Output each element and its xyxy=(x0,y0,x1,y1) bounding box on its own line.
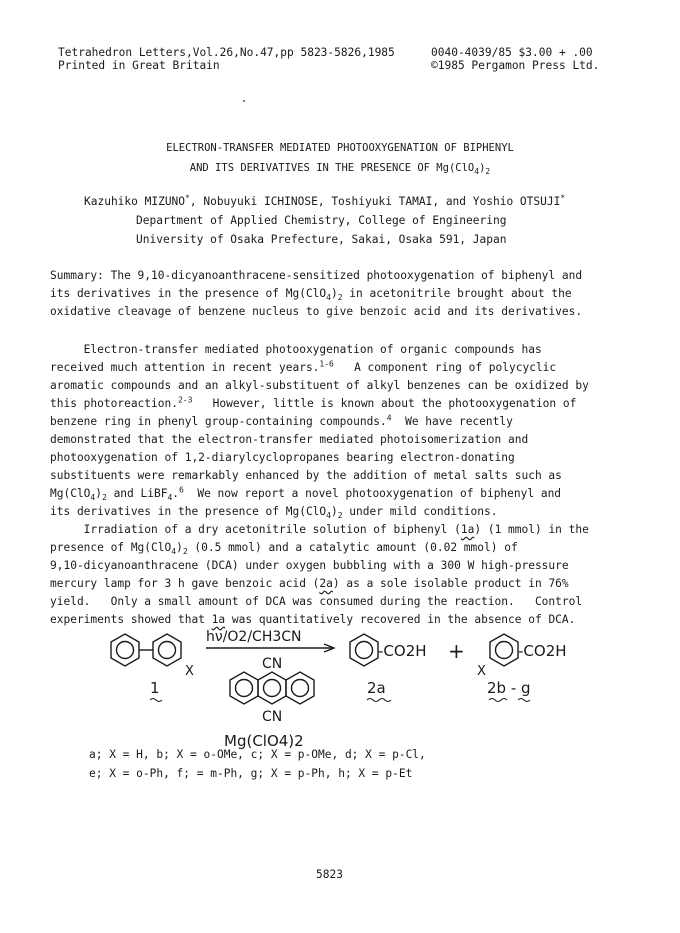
affiliation-line-2: University of Osaka Prefecture, Sakai, Osaka 591, Japan xyxy=(136,233,507,246)
body-line: mercury lamp for 3 h gave benzoic acid (2a) as a sole isolable product in 76% xyxy=(50,577,569,590)
benzene-ring-2 xyxy=(153,634,181,666)
benzene-ring-4 xyxy=(490,634,518,666)
paper-title-line-2: AND ITS DERIVATIVES IN THE PRESENCE OF $Mg(ClO_4)_2$ xyxy=(189,162,491,177)
summary-line-3: oxidative cleavage of benzene nucleus to give benzoic acid and its derivatives. xyxy=(50,305,583,318)
body-line: benzene ring in phenyl group-containing compounds.$^4$ We have recently xyxy=(50,413,513,428)
author-list: Kazuhiko MIZUNO*, Nobuyuki ICHINOSE, Toshiyuki TAMAI, and Yoshio OTSUJI* xyxy=(84,193,566,208)
body-line: photooxygenation of 1,2-diarylcyclopropanes bearing electron-donating xyxy=(50,451,515,464)
body-line: substituents were remarkably enhanced by the addition of metal salts such as xyxy=(50,469,562,482)
compound-label-1: 1 xyxy=(150,679,160,697)
wavy-underlines xyxy=(150,699,530,702)
body-line: $Mg(ClO_4)_2$ and LiBF$_4$.$^6$ We now report a novel photooxygenation of biphenyl and xyxy=(50,485,562,503)
body-line: presence of $Mg(ClO_4)_2$ (0.5 mmol) and a catalytic amount (0.02 mmol) of xyxy=(50,541,518,557)
body-line: this photoreaction.$^{2-3}$ However, little is known about the photooxygenation of xyxy=(50,395,577,410)
compound-label-2a: 2a xyxy=(367,679,386,697)
body-line: aromatic compounds and an alkyl-substituent of alkyl benzenes can be oxidized by xyxy=(50,379,589,392)
anthracene-ring-b xyxy=(258,672,286,704)
copyright: ©1985 Pergamon Press Ltd. xyxy=(431,59,600,72)
speck xyxy=(243,100,245,102)
summary-line-2: its derivatives in the presence of $Mg(ClO_4)_2$ in acetonitrile brought about the xyxy=(50,287,572,303)
body-line: 9,10-dicyanoanthracene (DCA) under oxygen bubbling with a 300 W high-pressure xyxy=(50,559,569,572)
plus-sign: + xyxy=(448,639,465,663)
cyano-bottom: CN xyxy=(262,709,283,725)
substituent-x-1: X xyxy=(185,664,194,679)
summary-line-1: Summary: The 9,10-dicyanoanthracene-sensitized photooxygenation of biphenyl and xyxy=(50,269,583,282)
benzene-ring-1 xyxy=(111,634,139,666)
body-line: yield. Only a small amount of DCA was consumed during the reaction. Control xyxy=(50,595,583,608)
substituent-legend-1: a; X = H, b; X = o-OMe, c; X = p-OMe, d; X = p-Cl, xyxy=(89,748,426,761)
affiliation-line-1: Department of Applied Chemistry, College of Engineering xyxy=(136,214,507,227)
journal-citation: Tetrahedron Letters,Vol.26,No.47,pp 5823-5826,1985 xyxy=(58,46,395,59)
paper-title-line-1: ELECTRON-TRANSFER MEDIATED PHOTOOXYGENATION OF BIPHENYL xyxy=(166,142,514,154)
substituent-x-2: X xyxy=(477,664,486,679)
page-number: 5823 xyxy=(316,868,343,881)
aromatic-circle-1 xyxy=(117,642,134,659)
printed-in: Printed in Great Britain xyxy=(58,59,220,72)
body-line: its derivatives in the presence of $Mg(ClO_4)_2$ under mild conditions. xyxy=(50,505,498,521)
compound-label-2b-g: 2b - g xyxy=(487,679,531,697)
benzene-ring-3 xyxy=(350,634,378,666)
body-line: Irradiation of a dry acetonitrile solution of biphenyl (1a) (1 mmol) in the xyxy=(50,523,589,536)
anthracene-ring-c xyxy=(286,672,314,704)
substituent-legend-2: e; X = o-Ph, f; = m-Ph, g; X = p-Ph, h; X = p-Et xyxy=(89,767,413,780)
catalyst-label: Mg(ClO4)2 xyxy=(224,732,304,750)
carboxyl-group-2: -CO2H xyxy=(518,642,567,660)
reaction-scheme xyxy=(0,620,680,750)
body-line: experiments showed that 1a was quantitatively recovered in the absence of DCA. xyxy=(50,613,576,626)
body-line: received much attention in recent years.$^{1-6}$ A component ring of polycyclic xyxy=(50,359,557,374)
anthracene-ring-a xyxy=(230,672,258,704)
body-line: demonstrated that the electron-transfer mediated photoisomerization and xyxy=(50,433,529,446)
issn-price: 0040-4039/85 $3.00 + .00 xyxy=(431,46,593,59)
carboxyl-group-1: -CO2H xyxy=(378,642,427,660)
arrow-conditions: hν/O2/CH3CN xyxy=(206,629,302,645)
aromatic-circle-2 xyxy=(159,642,176,659)
cyano-top: CN xyxy=(262,656,283,672)
body-line: Electron-transfer mediated photooxygenation of organic compounds has xyxy=(50,343,542,356)
